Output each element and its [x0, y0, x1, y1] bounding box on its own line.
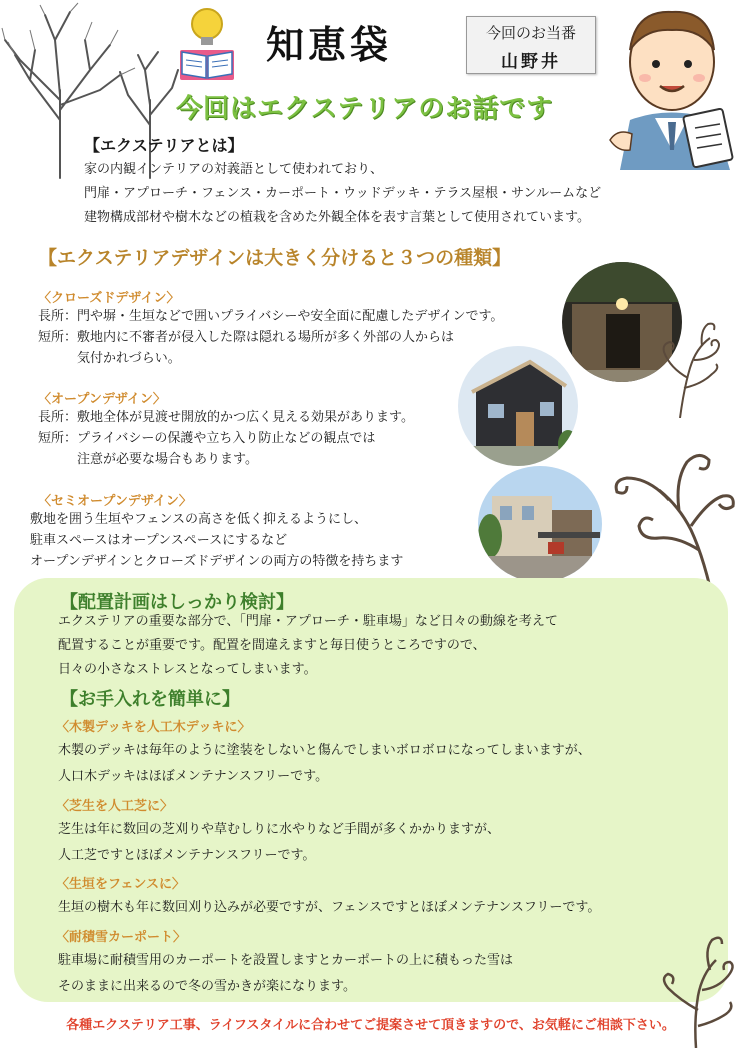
semi-line: 駐車スペースはオープンスペースにするなど: [30, 533, 288, 548]
curly-tree-icon: [650, 318, 730, 418]
exterior-heading: 【エクステリアとは】: [84, 136, 244, 155]
closed-design-section: [38, 287, 503, 369]
exterior-line: 門扉・アプローチ・フェンス・カーポート・ウッドデッキ・テラス屋根・サンルームなど: [84, 186, 602, 201]
open-line: 注意が必要な場合もあります。: [38, 452, 258, 467]
semi-open-design-title: 〈セミオープンデザイン〉: [38, 494, 192, 509]
duty-card: [466, 16, 596, 74]
layout-plan-line: エクステリアの重要な部分で、「門扉・アプローチ・駐車場」など日々の動線を考えて: [58, 614, 558, 629]
care-item-title: 〈木製デッキを人工木デッキに〉: [56, 720, 251, 735]
care-item-body: [58, 948, 513, 1000]
care-item-title: 〈耐積雪カーポート〉: [56, 930, 187, 945]
care-line: 木製のデッキは毎年のように塗装をしないと傷んでしまいボロボロになってしまいますが、: [58, 743, 591, 758]
headline: 今回はエクステリアのお話です: [176, 94, 554, 124]
layout-plan-line: 日々の小さなストレスとなってしまいます。: [58, 662, 317, 677]
book-lightbulb-icon: [176, 4, 238, 82]
layout-plan-body: [58, 610, 558, 682]
open-design-title: 〈オープンデザイン〉: [38, 392, 166, 407]
open-design-section: [38, 388, 414, 470]
layout-plan-line: 配置することが重要です。配置を間違えますと毎日使うところですので、: [58, 638, 486, 653]
exterior-line: 建物構成部材や樹木などの植栽を含めた外観全体を表す言葉として使用されています。: [84, 210, 590, 225]
care-item-body: [58, 896, 600, 920]
open-line: 長所：敷地全体が見渡せ開放的かつ広く見える効果があります。: [38, 410, 414, 425]
care-item-body: [58, 738, 591, 790]
care-line: 駐車場に耐積雪用のカーポートを設置しますとカーポートの上に積もった雪は: [58, 953, 514, 968]
exterior-body: [84, 158, 601, 230]
closed-line: 短所：敷地内に不審者が侵入した際は隠れる場所が多く外部の人からは: [38, 330, 455, 345]
care-item-title: 〈生垣をフェンスに〉: [56, 877, 185, 892]
man-with-clipboard-illustration: [600, 0, 741, 170]
care-item-title: 〈芝生を人工芝に〉: [56, 799, 174, 814]
page-title: 知恵袋: [266, 22, 393, 67]
care-heading: 【お手入れを簡単に】: [60, 689, 240, 710]
care-line: そのままに出来るので冬の雪かきが楽になります。: [58, 979, 356, 994]
care-line: 人工芝ですとほぼメンテナンスフリーです。: [58, 848, 316, 863]
layout-plan-heading: 【配置計画はしっかり検討】: [60, 592, 294, 613]
care-line: 生垣の樹木も年に数回刈り込みが必要ですが、フェンスですとほぼメンテナンスフリーです。: [58, 900, 601, 915]
semi-line: オープンデザインとクローズドデザインの両方の特徴を持ちます: [30, 554, 404, 569]
care-line: 芝生は年に数回の芝刈りや草むしりに水やりなど手間が多くかかりますが、: [58, 822, 501, 837]
care-item-body: [58, 817, 500, 869]
closed-design-body: [38, 306, 503, 369]
exterior-line: 家の内観インテリアの対義語として使われており、: [84, 162, 384, 177]
open-line: 短所：プライバシーの保護や立ち入り防止などの観点では: [38, 431, 376, 446]
duty-name: 山野井: [501, 52, 561, 72]
design-heading: 【エクステリアデザインは大きく分けると３つの種類】: [38, 247, 512, 269]
care-line: 人口木デッキはほぼメンテナンスフリーです。: [58, 769, 329, 784]
semi-open-design-body: [30, 509, 403, 572]
semi-open-design-section: [30, 490, 403, 572]
closed-line: 気付かれづらい。: [38, 351, 181, 366]
closed-line: 長所：門や塀・生垣などで囲いプライバシーや安全面に配慮したデザインです。: [38, 309, 504, 324]
duty-label: 今回のお当番: [485, 24, 576, 42]
open-design-body: [38, 407, 414, 470]
semi-open-design-photo: [478, 466, 602, 582]
closed-design-title: 〈クローズドデザイン〉: [38, 291, 180, 306]
footer-note: 各種エクステリア工事、ライフスタイルに合わせてご提案させて頂きますので、お気軽にご相談下さい。: [66, 1018, 675, 1033]
open-design-photo: [458, 346, 578, 466]
semi-line: 敷地を囲う生垣やフェンスの高さを低く抑えるようにし、: [30, 512, 367, 527]
